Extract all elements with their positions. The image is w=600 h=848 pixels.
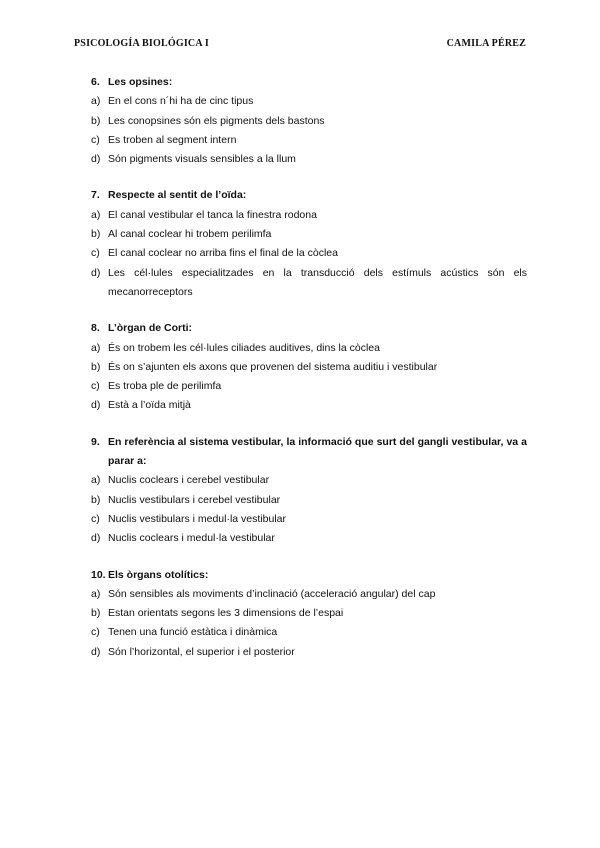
answer-option-b <box>91 112 527 131</box>
answer-option-c <box>91 510 527 529</box>
option-letter: c) <box>91 247 100 260</box>
question-7 <box>91 186 527 302</box>
option-text: Les conopsines són els pigments dels bastons <box>108 114 325 127</box>
option-text: El canal coclear no arriba fins el final de la còclea <box>108 247 338 260</box>
option-letter: c) <box>91 380 100 393</box>
option-letter: a) <box>91 95 101 108</box>
option-letter: b) <box>91 493 101 506</box>
option-letter: c) <box>91 133 100 146</box>
option-letter: a) <box>91 341 101 354</box>
question-list <box>91 73 527 679</box>
question-text: Els òrgans otolítics: <box>108 568 209 581</box>
answer-option-d <box>91 264 527 303</box>
question-number: 10. <box>91 568 106 581</box>
option-letter: b) <box>91 114 101 127</box>
option-text: El canal vestibular el tanca la finestra rodona <box>108 208 317 221</box>
option-letter: d) <box>91 532 101 545</box>
page-header <box>74 38 526 49</box>
option-text: Les cél·lules especialitzades en la transducció dels estímuls acústics són els mecanorreceptors <box>108 266 527 298</box>
answer-option-b <box>91 358 527 377</box>
question-6 <box>91 73 527 169</box>
option-letter: d) <box>91 266 101 279</box>
answer-option-c <box>91 623 527 642</box>
answer-option-a <box>91 471 527 490</box>
question-text: L’òrgan de Corti: <box>108 322 192 335</box>
option-text: Són l’horizontal, el superior i el posterior <box>108 645 295 658</box>
option-letter: d) <box>91 645 101 658</box>
answer-option-c <box>91 244 527 263</box>
answer-option-c <box>91 377 527 396</box>
answer-option-a <box>91 92 527 111</box>
option-letter: b) <box>91 360 101 373</box>
answer-option-d <box>91 150 527 169</box>
answer-option-a <box>91 585 527 604</box>
option-text: Es troba ple de perilimfa <box>108 380 222 393</box>
answer-option-a <box>91 339 527 358</box>
question-title <box>91 73 527 92</box>
question-8 <box>91 319 527 415</box>
option-text: Estan orientats segons les 3 dimensions de l’espai <box>108 607 344 620</box>
option-text: Nuclis coclears i medul·la vestibular <box>108 532 275 545</box>
answer-option-b <box>91 491 527 510</box>
option-text: És on trobem les cél·lules ciliades auditives, dins la còclea <box>108 341 380 354</box>
option-letter: d) <box>91 399 101 412</box>
option-letter: b) <box>91 607 101 620</box>
option-text: És on s’ajunten els axons que provenen del sistema auditiu i vestibular <box>108 360 438 373</box>
answer-option-b <box>91 225 527 244</box>
option-text: Es troben al segment intern <box>108 133 237 146</box>
answer-option-c <box>91 131 527 150</box>
option-letter: b) <box>91 228 101 241</box>
answer-options <box>91 206 527 302</box>
question-text: Les opsines: <box>108 76 173 88</box>
option-letter: d) <box>91 153 101 166</box>
option-letter: c) <box>91 626 100 639</box>
answer-option-d <box>91 529 527 548</box>
option-text: Nuclis vestibulars i medul·la vestibular <box>108 512 286 525</box>
header-author-name: CAMILA PÉREZ <box>446 38 526 49</box>
question-number: 9. <box>91 435 100 448</box>
answer-options <box>91 471 527 548</box>
option-text: Està a l’oïda mitjà <box>108 399 191 412</box>
question-title <box>91 186 527 205</box>
question-10 <box>91 566 527 662</box>
answer-option-d <box>91 643 527 662</box>
option-text: Nuclis coclears i cerebel vestibular <box>108 474 270 487</box>
question-title <box>91 566 527 585</box>
question-title <box>91 319 527 338</box>
option-letter: a) <box>91 587 101 600</box>
option-letter: c) <box>91 512 100 525</box>
option-text: En el cons n´hi ha de cinc tipus <box>108 95 254 108</box>
question-number: 8. <box>91 322 100 335</box>
answer-options <box>91 585 527 662</box>
option-letter: a) <box>91 474 101 487</box>
header-course-title: PSICOLOGÍA BIOLÓGICA I <box>74 38 209 49</box>
answer-option-d <box>91 396 527 415</box>
question-text: En referència al sistema vestibular, la informació que surt del gangli vestibular, va a parar a: <box>108 435 527 468</box>
option-text: Al canal coclear hi trobem perilimfa <box>108 228 272 241</box>
option-text: Són sensibles als moviments d’inclinació (acceleració angular) del cap <box>108 587 436 600</box>
answer-options <box>91 92 527 169</box>
option-text: Tenen una funció estàtica i dinàmica <box>108 626 278 639</box>
question-9 <box>91 433 527 549</box>
question-title <box>91 433 527 472</box>
answer-option-b <box>91 604 527 623</box>
question-number: 6. <box>91 76 100 88</box>
answer-option-a <box>91 206 527 225</box>
option-text: Nuclis vestibulars i cerebel vestibular <box>108 493 281 506</box>
question-number: 7. <box>91 189 100 202</box>
option-text: Són pigments visuals sensibles a la llum <box>108 153 296 166</box>
option-letter: a) <box>91 208 101 221</box>
answer-options <box>91 339 527 416</box>
question-text: Respecte al sentit de l’oïda: <box>108 189 247 202</box>
